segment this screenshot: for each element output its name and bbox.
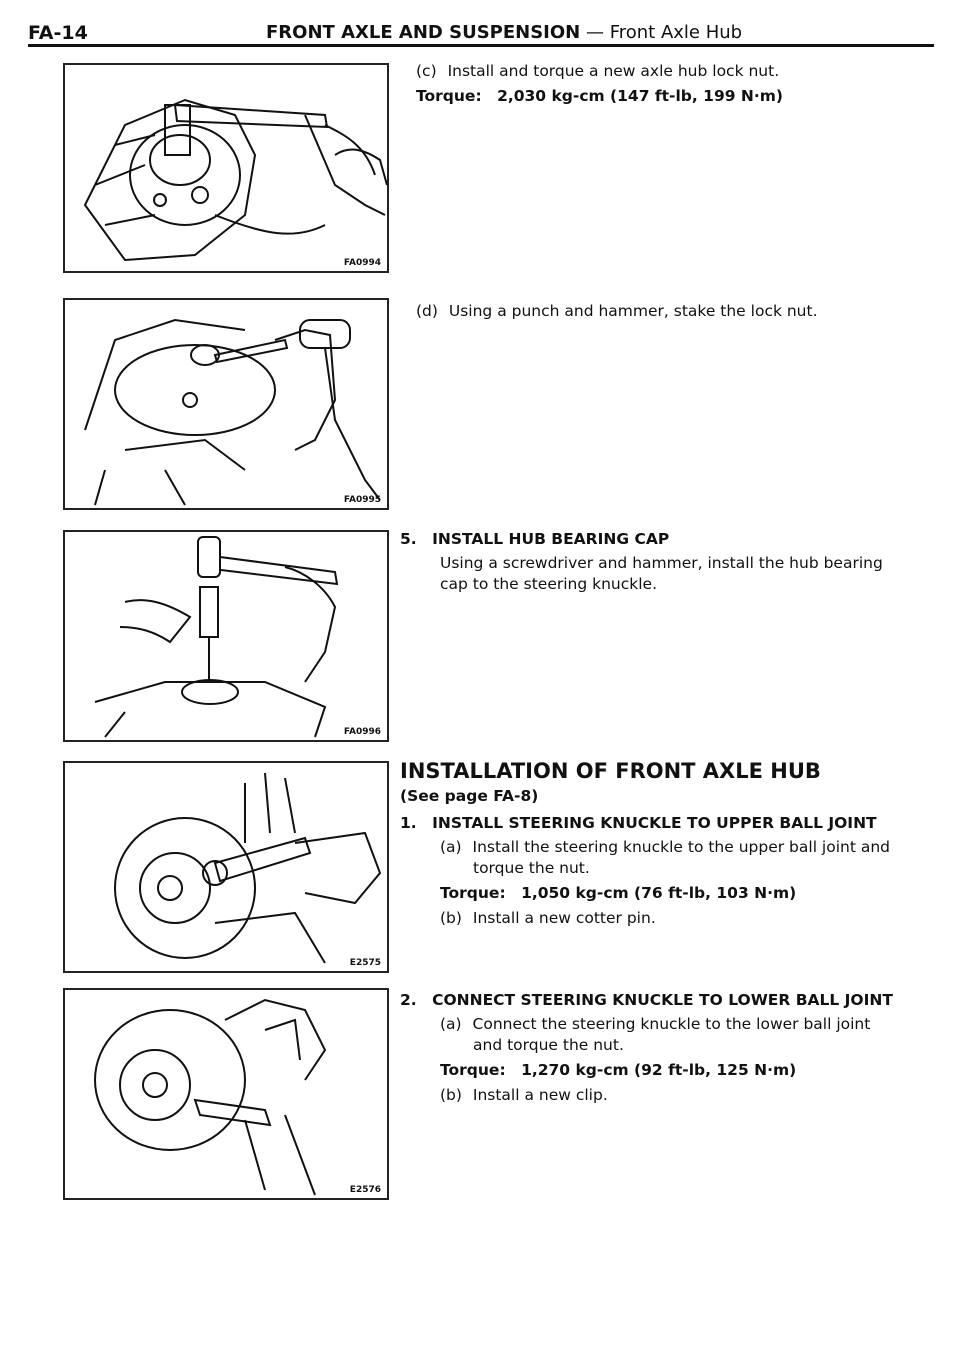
install-step-1a-label: (a) xyxy=(440,838,462,856)
header-title xyxy=(266,22,742,43)
install-step-1-torque xyxy=(440,883,796,904)
figure-upper-ball-joint xyxy=(63,761,389,973)
figure-label: E2576 xyxy=(349,1185,381,1195)
figure-label: E2575 xyxy=(349,958,381,968)
install-step-2-title xyxy=(400,990,893,1011)
install-step-2-heading: CONNECT STEERING KNUCKLE TO LOWER BALL JOINT xyxy=(432,991,893,1009)
figure-label: FA0996 xyxy=(343,727,381,737)
step-d xyxy=(416,301,818,322)
install-step-1-heading: INSTALL STEERING KNUCKLE TO UPPER BALL JOINT xyxy=(432,814,877,832)
install-step-2a-line-2: and torque the nut. xyxy=(473,1036,624,1054)
install-step-2b xyxy=(440,1085,608,1106)
install-step-1b-text: Install a new cotter pin. xyxy=(472,909,656,927)
torque-value: 1,050 kg-cm (76 ft-lb, 103 N·m) xyxy=(521,884,797,902)
install-step-2a-text: Connect the steering knuckle to the lower ball joint xyxy=(472,1015,871,1033)
figure-stake-lock-nut xyxy=(63,298,389,510)
illustration-torque-wrench xyxy=(65,65,387,271)
figure-hub-lock-nut-torque xyxy=(63,63,389,273)
install-step-2a-label: (a) xyxy=(440,1015,462,1033)
install-step-1a-text: Install the steering knuckle to the upper ball joint and xyxy=(472,838,891,856)
torque-label: Torque: xyxy=(440,884,506,902)
illustration-punch-hammer xyxy=(65,300,387,508)
section-heading: INSTALLATION OF FRONT AXLE HUB xyxy=(400,759,821,783)
header-title-section: FRONT AXLE AND SUSPENSION xyxy=(266,22,581,43)
step-c-torque xyxy=(416,86,783,107)
torque-value: 1,270 kg-cm (92 ft-lb, 125 N·m) xyxy=(521,1061,797,1079)
install-step-2b-text: Install a new clip. xyxy=(472,1086,608,1104)
illustration-lower-ball-joint xyxy=(65,990,387,1198)
step-c-label: (c) xyxy=(416,62,437,80)
torque-label: Torque: xyxy=(416,87,482,105)
figure-hub-bearing-cap xyxy=(63,530,389,742)
install-step-1-number: 1. xyxy=(400,814,417,832)
step-5-number: 5. xyxy=(400,530,417,548)
figure-label: FA0995 xyxy=(343,495,381,505)
step-5-line-1: Using a screwdriver and hammer, install the hub bearing xyxy=(440,554,883,572)
header-rule xyxy=(28,44,934,47)
step-5-line-2: cap to the steering knuckle. xyxy=(440,575,658,593)
install-step-2-number: 2. xyxy=(400,991,417,1009)
step-c xyxy=(416,61,779,82)
step-5-title xyxy=(400,529,669,550)
install-step-1a-line-2: torque the nut. xyxy=(473,859,590,877)
torque-value: 2,030 kg-cm (147 ft-lb, 199 N·m) xyxy=(497,87,784,105)
page-header xyxy=(28,22,932,52)
install-step-1a xyxy=(440,837,890,858)
install-step-2a xyxy=(440,1014,870,1035)
torque-label: Torque: xyxy=(440,1061,506,1079)
step-5-heading: INSTALL HUB BEARING CAP xyxy=(432,530,670,548)
install-step-2-torque xyxy=(440,1060,796,1081)
illustration-screwdriver-hammer xyxy=(65,532,387,740)
step-d-label: (d) xyxy=(416,302,438,320)
install-step-1b xyxy=(440,908,656,929)
install-step-1-title xyxy=(400,813,877,834)
step-c-text: Install and torque a new axle hub lock nut. xyxy=(447,62,780,80)
step-d-text: Using a punch and hammer, stake the lock nut. xyxy=(448,302,818,320)
figure-label: FA0994 xyxy=(343,258,381,268)
figure-lower-ball-joint xyxy=(63,988,389,1200)
page-number: FA-14 xyxy=(28,22,88,44)
see-page-reference: (See page FA-8) xyxy=(400,787,539,805)
header-title-subsection: — Front Axle Hub xyxy=(580,22,743,43)
install-step-2b-label: (b) xyxy=(440,1086,462,1104)
install-step-1b-label: (b) xyxy=(440,909,462,927)
illustration-upper-ball-joint xyxy=(65,763,387,971)
